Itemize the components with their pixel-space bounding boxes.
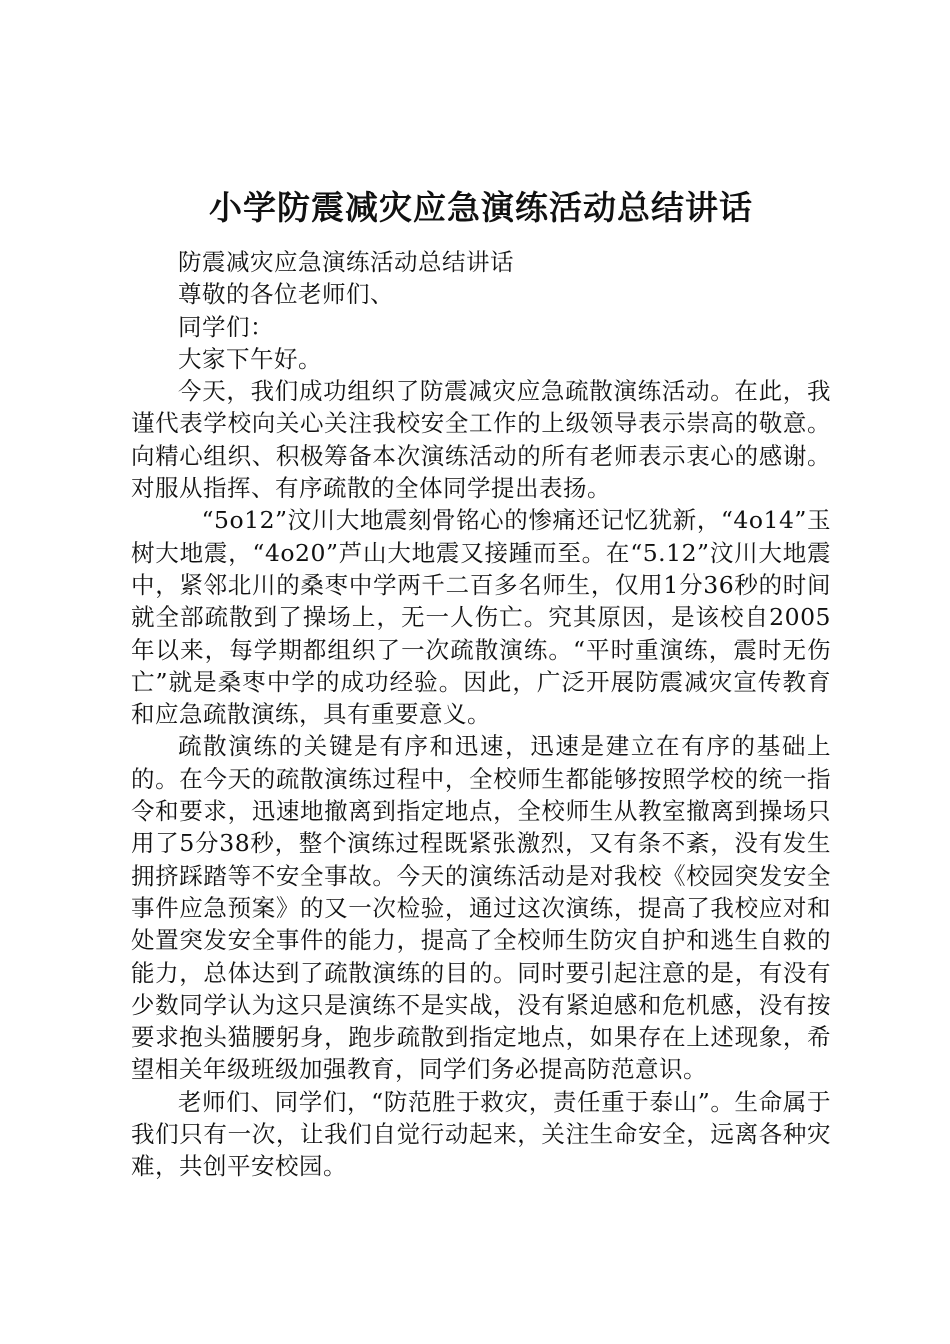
document-title: 小学防震减灾应急演练活动总结讲话 xyxy=(209,188,753,227)
body-paragraph: 今天，我们成功组织了防震减灾应急疏散演练活动。在此，我谨代表学校向关心关注我校安全工作的上级领导表示崇高的敬意。向精心组织、积极筹备本次演练活动的所有老师表示衷心的感谢。对服从指挥、有序疏散的全体同学提出表扬。 xyxy=(131,377,831,503)
closing-paragraph: 老师们、同学们，“防范胜于救灾，责任重于泰山”。生命属于我们只有一次，让我们自觉行动起来，关注生命安全，远离各种灾难，共创平安校园。 xyxy=(131,1087,831,1181)
greeting-paragraph: 大家下午好。 xyxy=(178,344,322,373)
document-page xyxy=(131,180,831,1183)
salutation-teachers: 尊敬的各位老师们、 xyxy=(178,280,394,309)
body-paragraph: 疏散演练的关键是有序和迅速，迅速是建立在有序的基础上的。在今天的疏散演练过程中，全校师生都能够按照学校的统一指令和要求，迅速地撤离到指定地点，全校师生从教室撤离到操场只用了5分38秒，整个演练过程既紧张激烈，又有条不紊，没有发生拥挤踩踏等不安全事故。今天的演练活动是对我校《校园突发安全事件应急预案》的又一次检验，通过这次演练，提高了我校应对和处置突发安全事件的能力，提高了全校师生防灾自护和逃生自救的能力，总体达到了疏散演练的目的。同时要引起注意的是，有没有少数同学认为这只是演练不是实战，没有紧迫感和危机感，没有按要求抱头猫腰躬身，跑步疏散到指定地点，如果存在上述现象，希望相关年级班级加强教育，同学们务必提高防范意识。 xyxy=(131,732,831,1084)
subtitle-paragraph: 防震减灾应急演练活动总结讲话 xyxy=(178,248,514,276)
salutation-students: 同学们： xyxy=(178,312,274,341)
body-paragraph: “5o12”汶川大地震刻骨铭心的惨痛还记忆犹新，“4o14”玉树大地震，“4o20”芦山大地震又接踵而至。在“5.12”汶川大地震中，紧邻北川的桑枣中学两千二百多名师生，仅用1分36秒的时间就全部疏散到了操场上，无一人伤亡。究其原因，是该校自2005年以来，每学期都组织了一次疏散演练。“平时重演练，震时无伤亡”就是桑枣中学的成功经验。因此，广泛开展防震减灾宣传教育和应急疏散演练，具有重要意义。 xyxy=(131,506,831,729)
